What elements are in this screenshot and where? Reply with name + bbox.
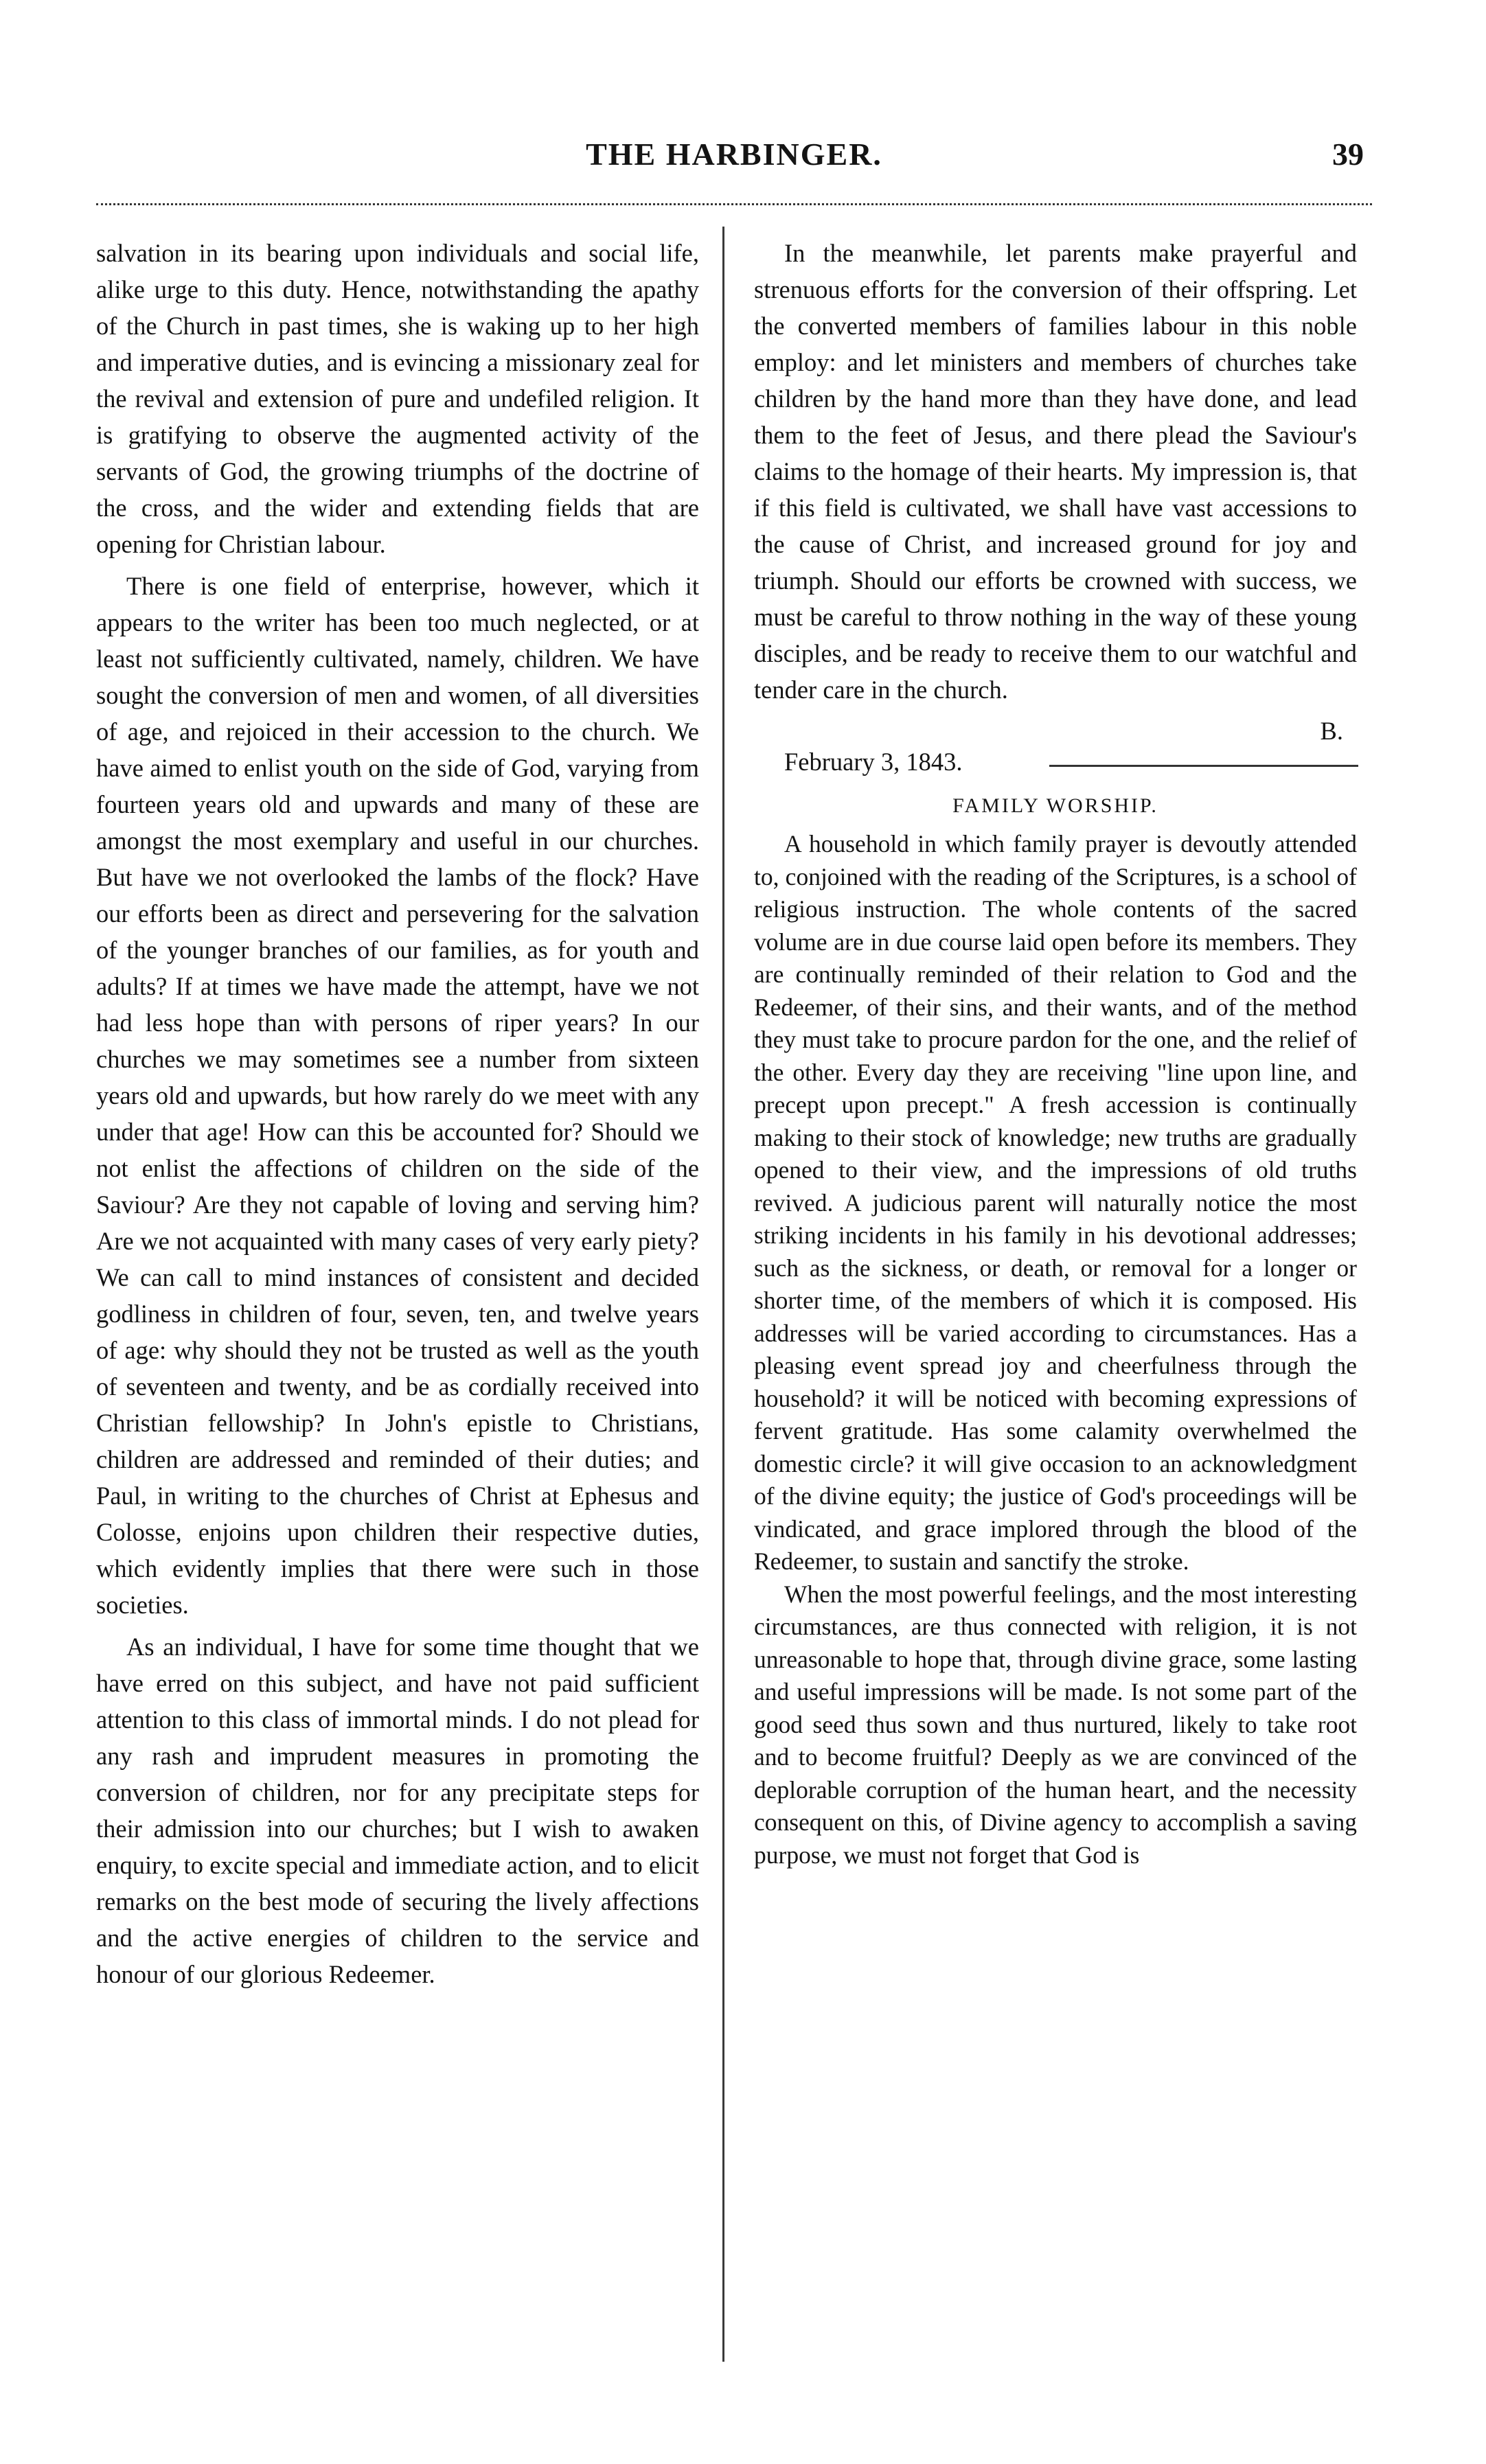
section-separator-rule (1049, 765, 1358, 767)
author-signature: B. (1320, 717, 1343, 745)
left-paragraph-1: salvation in its bearing upon individuals and social life, alike urge to this duty. Hence, notwithstanding the apathy of the Church in past times, she is waking up to her high and imperative duties, and is evincing a missionary zeal for the revival and extension of pure and undefiled religion. It is gratifying to observe the augmented activity of the servants of God, the growing triumphs of the doctrine of the cross, and the wider and extending fields that are opening for Christian labour. (96, 239, 699, 558)
right-paragraph-3: When the most powerful feelings, and the most interesting circumstances, are thus connected with religion, it is not unreasonable to hope that, through divine grace, some lasting and useful impressions will be made. Is not some part of the good seed thus sown and thus nurtured, likely to take root and to become fruitful? Deeply as we are convinced of the deplorable corruption of the human heart, and the necessity consequent on this, of Divine agency to accomplish a saving purpose, we must not forget that God is (754, 1580, 1357, 1869)
left-paragraph-3: As an individual, I have for some time thought that we have erred on this subject, and have not paid sufficient attention to this class of immortal minds. I do not plead for any rash and imprudent measures in promoting the conversion of children, nor for any precipitate steps for their admission into our churches; but I wish to awaken enquiry, to excite special and immediate action, and to elicit remarks on the best mode of securing the lively affections and the active energies of children to the service and honour of our glorious Redeemer. (96, 1633, 699, 1988)
left-paragraph-2: There is one field of enterprise, however, which it appears to the writer has been too much neglected, or at least not sufficiently cultivated, namely, children. We have sought the conversion of men and women, of all diversities of age, and rejoiced in their accession to the church. We have aimed to enlist youth on the side of God, varying from fourteen years old and upwards and many of these are amongst the most exemplary and useful in our churches. But have we not overlooked the lambs of the flock? Have our efforts been as direct and persevering for the salvation of the younger branches of our families, as for youth and adults? If at times we have made the attempt, have we not had less hope than with persons of riper years? In our churches we may sometimes see a number from sixteen years old and upwards, but how rarely do we meet with any under that age! How can this be accounted for? Should we not enlist the affections of children on the side of the Saviour? Are they not capable of loving and serving him? Are we not acquainted with many cases of very early piety? We can call to mind instances of consistent and decided godliness in children of four, seven, ten, and twelve years of age: why should they not be trusted as well as the youth of seventeen and twenty, and be as cordially received into Christian fellowship? In John's epistle to Christians, children are addressed and reminded of their duties; and Paul, in writing to the churches of Christ at Ephesus and Colosse, enjoins upon children their respective duties, which evidently implies that there were such in those societies. (96, 572, 699, 1619)
right-column (754, 235, 1357, 1872)
header-rule (96, 199, 1372, 205)
family-worship-article (754, 828, 1357, 1872)
right-paragraph-2: A household in which family prayer is devoutly attended to, conjoined with the reading of the Scriptures, is a school of religious instruction. The whole contents of the sacred volume are in due course laid open before its members. They are continually reminded of their relation to God and the Redeemer, of their sins, and their wants, and of the method they must take to procure pardon for the one, and the relief of the other. Every day they are receiving "line upon line, and precept upon precept." A fresh accession is continually making to their stock of knowledge; new truths are gradually opened to their view, and the impressions of old truths revived. A judicious parent will naturally notice the most striking incidents in his family in his devotional addresses; such as the sickness, or death, or removal for a longer or shorter time, of the members of which it is composed. His addresses will be varied according to circumstances. Has a pleasing event spread joy and cheerfulness through the household? it will be noticed with becoming expressions of fervent gratitude. Has some calamity overwhelmed the domestic circle? it will give occasion to an acknowledgment of the divine equity; the justice of God's proceedings will be vindicated, and grace implored through the blood of the Redeemer, to sustain and sanctify the stroke. (754, 830, 1357, 1575)
page-number: 39 (1332, 137, 1364, 172)
column-divider (722, 227, 724, 2362)
left-column (96, 235, 699, 1992)
running-title: THE HARBINGER. (586, 137, 882, 172)
article-date: February 3, 1843. (784, 748, 963, 776)
right-paragraph-1: In the meanwhile, let parents make prayerful and strenuous efforts for the conversion of their offspring. Let the converted members of families labour in this noble employ: and let ministers and members of churches take children by the hand more than they have done, and lead them to the feet of Jesus, and there plead the Saviour's claims to the homage of their hearts. My impression is, that if this field is cultivated, we shall have vast accessions to the cause of Christ, and increased ground for joy and triumph. Should our efforts be crowned with success, we must be careful to throw nothing in the way of these young disciples, and be ready to receive them to our watchful and tender care in the church. (754, 239, 1357, 704)
running-head (96, 136, 1372, 184)
section-title: FAMILY WORSHIP. (952, 794, 1158, 817)
